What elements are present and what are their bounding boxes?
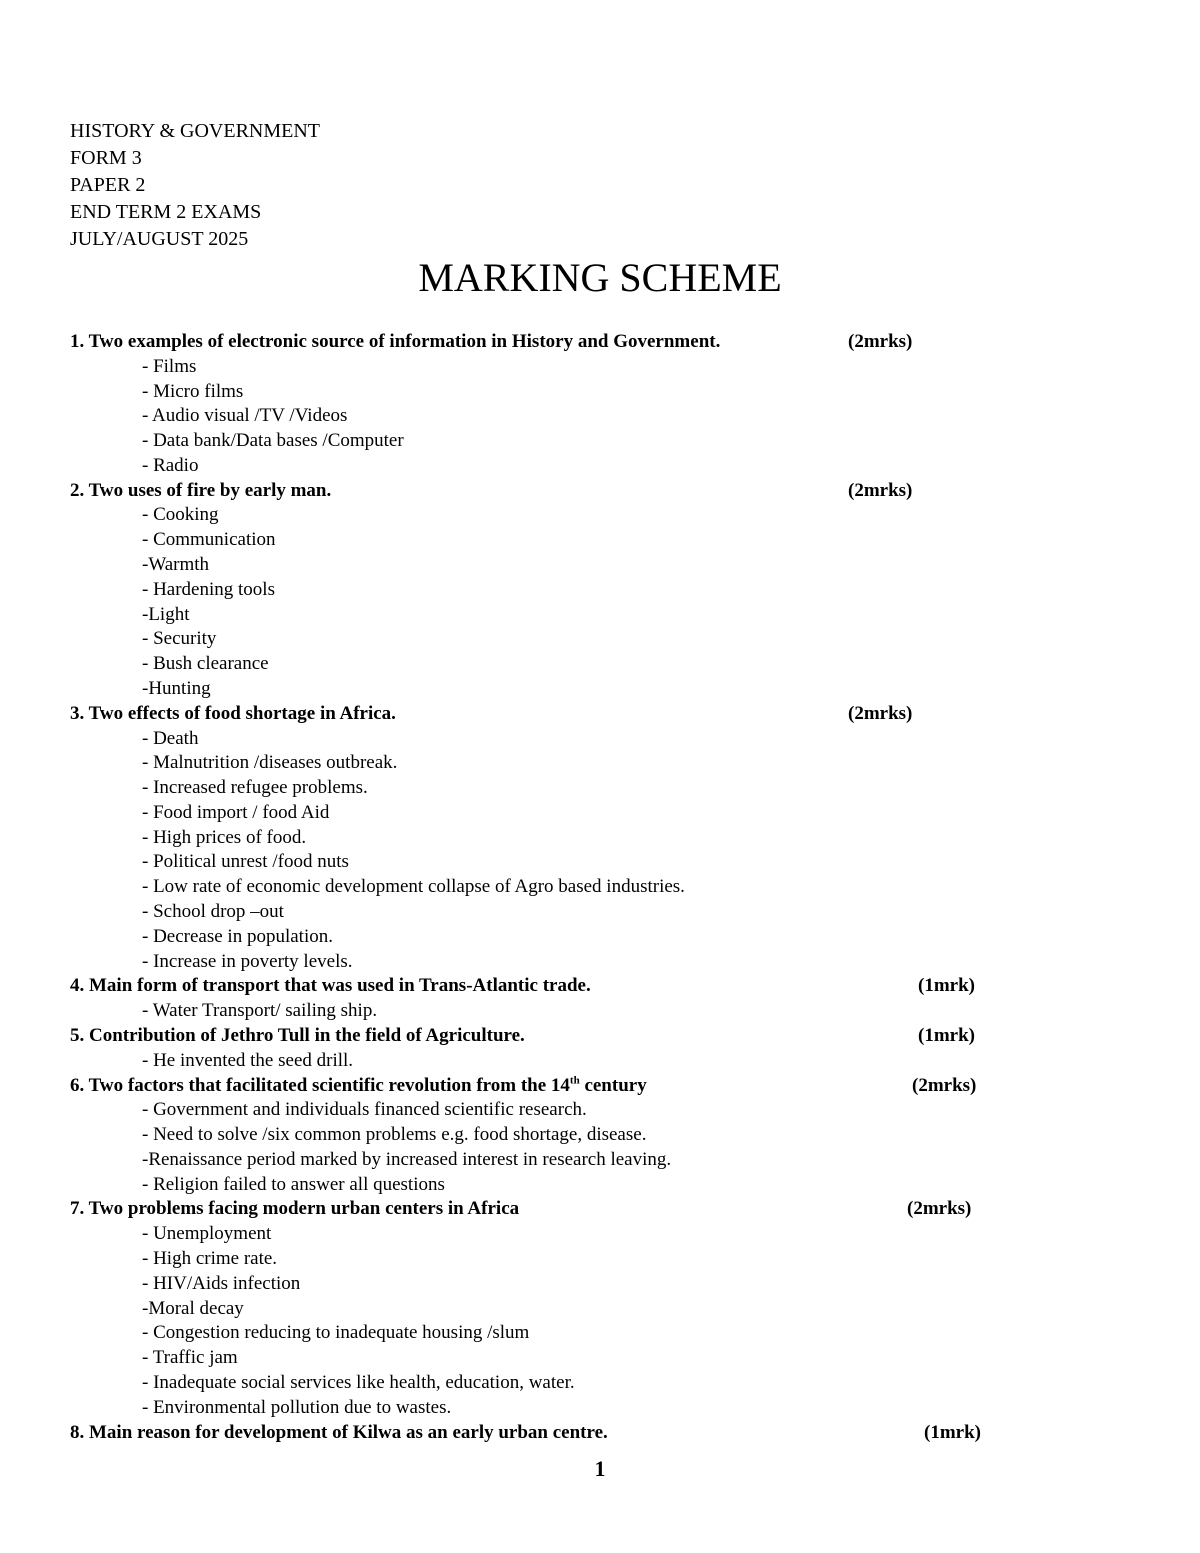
subject-heading: HISTORY & GOVERNMENT xyxy=(70,120,321,142)
answer-item: - Bush clearance xyxy=(142,653,269,674)
answer-item: - HIV/Aids infection xyxy=(142,1273,301,1294)
question-5-marks: (1mrk) xyxy=(918,1025,975,1046)
answer-item: -Renaissance period marked by increased interest in research leaving. xyxy=(142,1149,672,1170)
answer-item: - Religion failed to answer all questions xyxy=(142,1174,445,1195)
question-7-marks: (2mrks) xyxy=(907,1198,972,1219)
question-4-marks: (1mrk) xyxy=(918,975,975,996)
question-1-marks: (2mrks) xyxy=(848,331,913,352)
answer-item: - Government and individuals financed scientific research. xyxy=(142,1099,587,1120)
question-6-text: 6. Two factors that facilitated scientific revolution from the 14 xyxy=(70,1075,570,1096)
answer-item: - Cooking xyxy=(142,504,219,525)
answer-item: - Communication xyxy=(142,529,276,550)
answer-item: - Security xyxy=(142,628,217,649)
question-6-marks: (2mrks) xyxy=(912,1075,977,1096)
paper-heading: PAPER 2 xyxy=(70,174,146,196)
exam-heading: END TERM 2 EXAMS xyxy=(70,201,262,223)
answer-item: - Environmental pollution due to wastes. xyxy=(142,1397,452,1418)
page-title: MARKING SCHEME xyxy=(418,255,782,300)
answer-item: - School drop –out xyxy=(142,901,284,922)
answer-item: -Moral decay xyxy=(142,1298,244,1319)
answer-item: - Death xyxy=(142,728,199,749)
answer-item: -Warmth xyxy=(142,554,210,575)
answer-item: - Malnutrition /diseases outbreak. xyxy=(142,752,398,773)
date-heading: JULY/AUGUST 2025 xyxy=(70,228,249,250)
question-1: 1. Two examples of electronic source of information in History and Government. xyxy=(70,331,721,352)
answer-item: - Political unrest /food nuts xyxy=(142,851,349,872)
answer-item: - Congestion reducing to inadequate housing /slum xyxy=(142,1322,530,1343)
question-7: 7. Two problems facing modern urban centers in Africa xyxy=(70,1198,520,1219)
answer-item: - Radio xyxy=(142,455,199,476)
answer-item: - Increased refugee problems. xyxy=(142,777,368,798)
question-2-marks: (2mrks) xyxy=(848,480,913,501)
answer-item: - Water Transport/ sailing ship. xyxy=(142,1000,378,1021)
answer-item: - High crime rate. xyxy=(142,1248,278,1269)
question-6 xyxy=(70,1074,647,1098)
answer-item: - Inadequate social services like health, education, water. xyxy=(142,1372,575,1393)
answer-item: - Data bank/Data bases /Computer xyxy=(142,430,404,451)
question-2: 2. Two uses of fire by early man. xyxy=(70,480,332,501)
answer-item: - Traffic jam xyxy=(142,1347,238,1368)
answer-item: - High prices of food. xyxy=(142,827,307,848)
answer-item: - Hardening tools xyxy=(142,579,275,600)
question-3-marks: (2mrks) xyxy=(848,703,913,724)
answer-item: - Need to solve /six common problems e.g. food shortage, disease. xyxy=(142,1124,647,1145)
answer-item: - Audio visual /TV /Videos xyxy=(142,405,348,426)
answer-item: - Low rate of economic development collapse of Agro based industries. xyxy=(142,876,685,897)
page-number: 1 xyxy=(594,1456,606,1481)
question-3: 3. Two effects of food shortage in Africa. xyxy=(70,703,396,724)
question-6-superscript: th xyxy=(569,1074,580,1087)
question-8-marks: (1mrk) xyxy=(924,1422,981,1443)
answer-item: - Films xyxy=(142,356,197,377)
answer-item: - He invented the seed drill. xyxy=(142,1050,354,1071)
question-8: 8. Main reason for development of Kilwa as an early urban centre. xyxy=(70,1422,608,1443)
question-5: 5. Contribution of Jethro Tull in the field of Agriculture. xyxy=(70,1025,525,1046)
answer-item: - Micro films xyxy=(142,381,244,402)
question-6-text-end: century xyxy=(579,1075,647,1096)
answer-item: -Light xyxy=(142,604,190,625)
answer-item: - Increase in poverty levels. xyxy=(142,951,353,972)
answer-item: - Decrease in population. xyxy=(142,926,333,947)
answer-item: - Unemployment xyxy=(142,1223,272,1244)
question-4: 4. Main form of transport that was used in Trans-Atlantic trade. xyxy=(70,975,591,996)
form-heading: FORM 3 xyxy=(70,147,142,169)
answer-item: -Hunting xyxy=(142,678,211,699)
answer-item: - Food import / food Aid xyxy=(142,802,330,823)
